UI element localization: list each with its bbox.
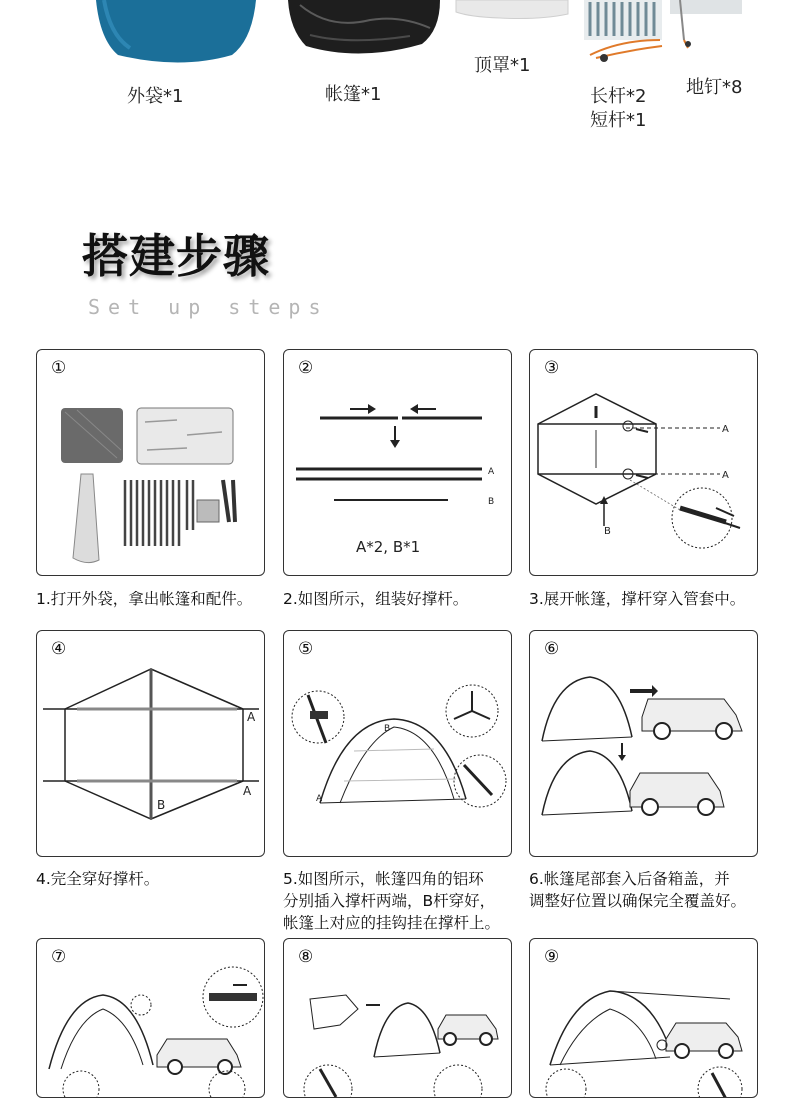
step-3-illustration — [530, 350, 758, 576]
step-panel-5 — [283, 630, 512, 857]
step-panel-3 — [529, 349, 758, 576]
step-2-illustration — [284, 350, 512, 576]
step-panel-9 — [529, 938, 758, 1098]
step-7-illustration — [37, 939, 265, 1098]
poles-image — [584, 0, 662, 62]
parts-illustrations — [0, 0, 800, 160]
pole-label-a-2: A — [722, 470, 729, 481]
step-5-illustration — [284, 631, 512, 857]
step-number: ⑥ — [544, 639, 560, 659]
part-label-long-poles: 长杆*2 — [590, 86, 647, 107]
step-caption-2: 2.如图所示，组装好撑杆。 — [283, 590, 469, 608]
part-label-tent: 帐篷*1 — [325, 84, 382, 105]
step-number: ⑦ — [51, 947, 67, 967]
pole-count-text: A*2, B*1 — [356, 538, 421, 556]
pole-label-a: A — [247, 710, 256, 724]
step-caption-4: 4.完全穿好撑杆。 — [36, 870, 160, 888]
step-1-illustration — [37, 350, 265, 576]
step-number: ⑧ — [298, 947, 314, 967]
canopy-image — [456, 0, 568, 19]
step-panel-6 — [529, 630, 758, 857]
pole-label-a: A — [488, 467, 495, 477]
part-label-short-pole: 短杆*1 — [590, 110, 647, 131]
pole-label-a-2: A — [243, 784, 252, 798]
section-subtitle: Set up steps — [88, 295, 329, 319]
section-title: 搭建步骤 — [82, 229, 270, 283]
pole-label-a: A — [316, 794, 323, 804]
step-caption-3: 3.展开帐篷，撑杆穿入管套中。 — [529, 590, 746, 608]
step-panel-7 — [36, 938, 265, 1098]
step-caption-1: 1.打开外袋，拿出帐篷和配件。 — [36, 590, 253, 608]
step-number: ③ — [544, 358, 560, 378]
step-number: ② — [298, 358, 314, 378]
step-9-illustration — [530, 939, 758, 1098]
tent-bag-image — [288, 0, 440, 54]
part-label-outer-bag: 外袋*1 — [127, 86, 184, 107]
stakes-image — [670, 0, 742, 48]
part-label-canopy: 顶罩*1 — [474, 55, 531, 76]
step-number: ① — [51, 358, 67, 378]
pole-label-b: B — [384, 724, 391, 734]
outer-bag-image — [96, 0, 256, 63]
step-caption-5: 5.如图所示，帐篷四角的铝环 分别插入撑杆两端，B杆穿好， 帐篷上对应的挂钩挂在撑杆上。 — [283, 870, 501, 932]
pole-label-b: B — [604, 526, 611, 537]
pole-label-b: B — [488, 497, 495, 507]
step-panel-1 — [36, 349, 265, 576]
step-8-illustration — [284, 939, 512, 1098]
step-panel-8 — [283, 938, 512, 1098]
part-label-stakes: 地钉*8 — [686, 77, 743, 98]
step-number: ⑨ — [544, 947, 560, 967]
step-caption-6: 6.帐篷尾部套入后备箱盖，并 调整好位置以确保完全覆盖好。 — [529, 870, 747, 910]
step-4-illustration — [37, 631, 265, 857]
step-number: ④ — [51, 639, 67, 659]
pole-label-a: A — [722, 424, 729, 435]
step-number: ⑤ — [298, 639, 314, 659]
step-6-illustration — [530, 631, 758, 857]
pole-label-b: B — [157, 798, 166, 812]
step-panel-2 — [283, 349, 512, 576]
step-panel-4 — [36, 630, 265, 857]
